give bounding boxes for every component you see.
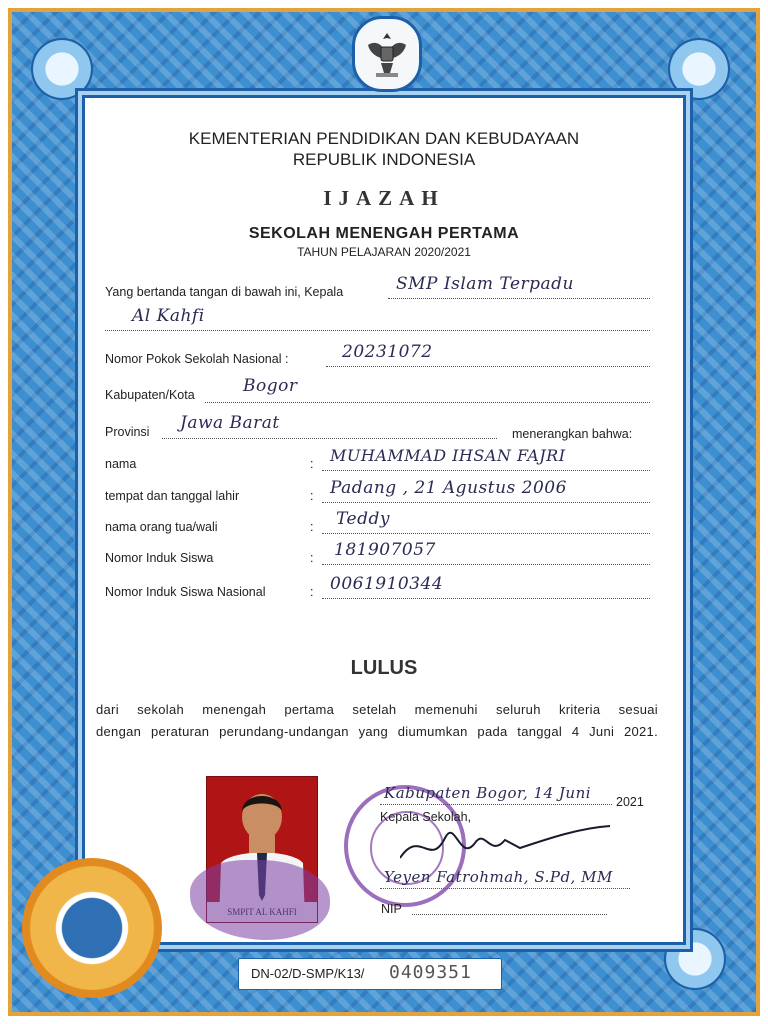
school-name-line-2: Al Kahfi bbox=[132, 306, 205, 326]
school-level-heading: SEKOLAH MENENGAH PERTAMA bbox=[248, 225, 520, 242]
row-label-nisn: Nomor Induk Siswa Nasional bbox=[105, 585, 266, 599]
row-label-nis: Nomor Induk Siswa bbox=[105, 551, 214, 565]
ministry-heading bbox=[0, 128, 768, 170]
declares-label: menerangkan bahwa: bbox=[512, 427, 633, 441]
province-value: Jawa Barat bbox=[180, 413, 280, 433]
principal-role: Kepala Sekolah, bbox=[380, 810, 472, 824]
city-label: Kabupaten/Kota bbox=[105, 388, 195, 402]
npsn-value: 20231072 bbox=[342, 342, 433, 362]
dotted-line bbox=[380, 870, 630, 889]
nis-value: 181907057 bbox=[334, 540, 436, 560]
dotted-line bbox=[380, 786, 612, 805]
row-colon: : bbox=[310, 489, 314, 503]
row-colon: : bbox=[310, 585, 314, 599]
dotted-line bbox=[412, 896, 607, 915]
serial-number-box bbox=[238, 958, 502, 990]
student-name: MUHAMMAD IHSAN FAJRI bbox=[330, 446, 566, 465]
province-label: Provinsi bbox=[105, 425, 150, 439]
row-label-name: nama bbox=[105, 457, 137, 471]
city-value: Bogor bbox=[243, 376, 298, 396]
principal-name: Yeyen Fatrohmah, S.Pd, MM bbox=[384, 868, 613, 886]
row-label-parent: nama orang tua/wali bbox=[105, 520, 218, 534]
school-name-line-1: SMP Islam Terpadu bbox=[396, 274, 574, 294]
parent-name: Teddy bbox=[336, 509, 390, 529]
nip-label: NIP bbox=[381, 902, 402, 916]
corner-ornament-top-left bbox=[31, 38, 93, 100]
row-colon: : bbox=[310, 457, 314, 471]
serial-number: 0409351 bbox=[389, 962, 472, 983]
document-title: IJAZAH bbox=[323, 186, 445, 210]
garuda-icon bbox=[364, 29, 410, 79]
signature-year: 2021 bbox=[616, 795, 644, 809]
ministry-line-2: REPUBLIK INDONESIA bbox=[292, 150, 476, 169]
row-label-birth: tempat dan tanggal lahir bbox=[105, 489, 240, 503]
corner-ornament-top-right bbox=[668, 38, 730, 100]
academic-year: TAHUN PELAJARAN 2020/2021 bbox=[297, 245, 471, 259]
npsn-label: Nomor Pokok Sekolah Nasional : bbox=[105, 352, 289, 366]
ministry-seal bbox=[22, 858, 162, 998]
nisn-value: 0061910344 bbox=[330, 574, 444, 594]
statement-line-1: dari sekolah menengah pertama setelah memenuhi seluruh kriteria sesuai bbox=[96, 702, 658, 717]
garuda-emblem bbox=[352, 16, 422, 92]
statement-line-2: dengan peraturan perundang-undangan yang diumumkan pada tanggal 4 Juni 2021. bbox=[96, 724, 658, 739]
row-colon: : bbox=[310, 520, 314, 534]
graduation-status: LULUS bbox=[350, 657, 418, 679]
document-code: DN-02/D-SMP/K13/ bbox=[251, 966, 365, 981]
intro-label: Yang bertanda tangan di bawah ini, Kepala bbox=[105, 285, 344, 299]
signature-place-date: Kabupaten Bogor, 14 Juni bbox=[384, 784, 592, 802]
ministry-line-1: KEMENTERIAN PENDIDIKAN DAN KEBUDAYAAN bbox=[188, 129, 580, 148]
birth-place-date: Padang , 21 Agustus 2006 bbox=[330, 478, 567, 498]
row-colon: : bbox=[310, 551, 314, 565]
